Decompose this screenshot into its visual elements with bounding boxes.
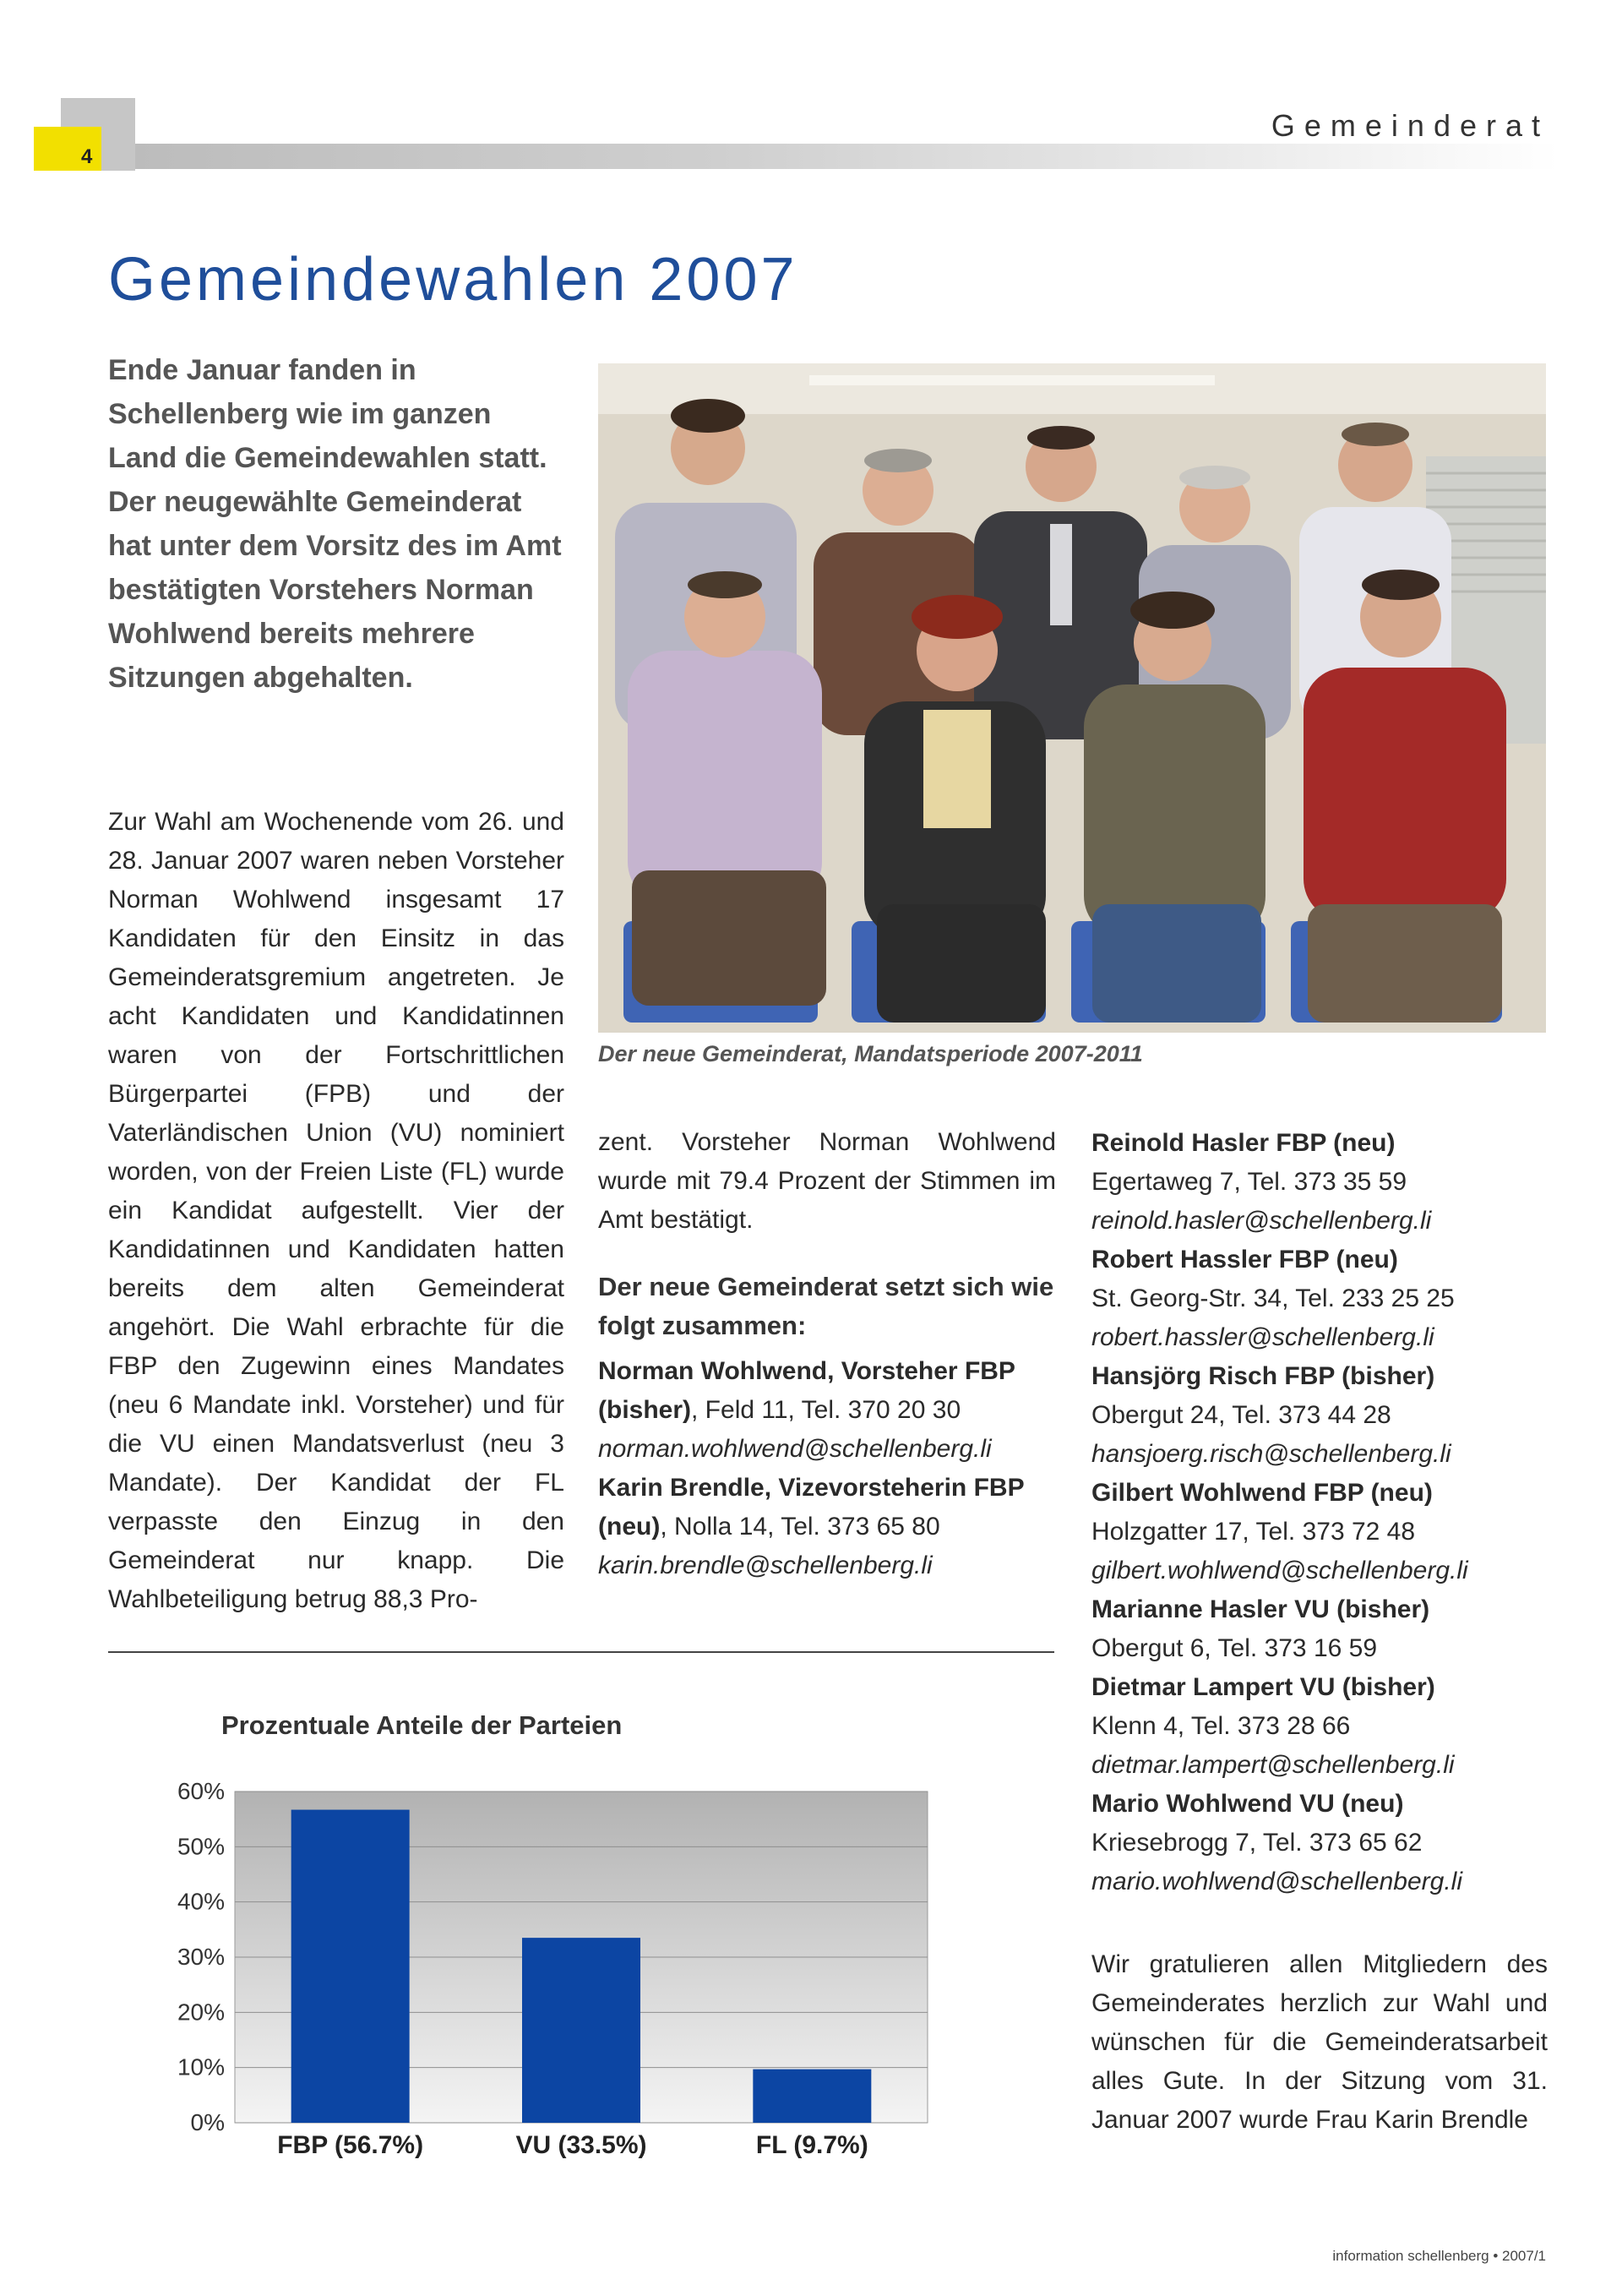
header-band xyxy=(34,144,1559,169)
member-address: , Feld 11, Tel. 370 20 30 xyxy=(691,1396,961,1424)
member-address: Kriesebrogg 7, Tel. 373 65 62 xyxy=(1091,1829,1423,1857)
member-email: gilbert.wohlwend@schellenberg.li xyxy=(1091,1557,1468,1584)
member-address: Obergut 24, Tel. 373 44 28 xyxy=(1091,1401,1391,1429)
member-name: Karin Brendle, Vizevorsteherin FBP xyxy=(598,1474,1025,1502)
y-tick-label: 60% xyxy=(177,1778,225,1804)
article-lead: Ende Januar fanden in Schellenberg wie im ganzen Land die Gemeindewahlen statt. Der neugewählte Gemeinderat hat unter dem Vorsitz des im Amt bestätigten Vorstehers Norman Wohlwend bereits mehrere Sitzungen abgehalten. xyxy=(108,354,562,694)
member-name: Mario Wohlwend VU (neu) xyxy=(1091,1790,1404,1818)
section-title: Gemeinderat xyxy=(1271,108,1549,143)
member-status: (bisher) xyxy=(598,1396,692,1424)
x-category-label: FL (9.7%) xyxy=(755,2131,868,2159)
group-photo xyxy=(598,363,1546,1033)
footer-text: information schellenberg • 2007/1 xyxy=(1332,2248,1546,2264)
member-address: Holzgatter 17, Tel. 373 72 48 xyxy=(1091,1518,1416,1546)
member-name: Gilbert Wohlwend FBP (neu) xyxy=(1091,1479,1433,1507)
body-column-1: Zur Wahl am Wochenende vom 26. und 28. Januar 2007 waren neben Vorsteher Norman Wohlwend insgesamt 17 Kandidaten für den Einsitz in das Gemeinderatsgremium angetreten. Je acht Kandidaten und Kandidatinnen waren von der Fortschrittlichen Bürgerpartei (FPB) und der Vaterländischen Union (VU) nominiert worden, von der Freien Liste (FL) wurde ein Kandidat aufgestellt. Vier der Kandidatinnen und Kandidaten hatten bereits dem alten Gemeinderat angehört. Die Wahl erbrachte für die FBP den Zugewinn eines Mandates (neu 6 Mandate inkl. Vorsteher) und für die VU einen Mandatsverlust (neu 3 Mandate). Der Kandidat der FL verpasste den Einzug in den Gemeinderat nur knapp. Die Wahlbeteiligung betrug 88,3 Pro- xyxy=(108,808,564,1613)
group-photo-illustration xyxy=(598,363,1546,1033)
page-number: 4 xyxy=(81,145,93,168)
chart-title: Prozentuale Anteile der Parteien xyxy=(221,1710,623,1740)
member-name: Norman Wohlwend, Vorsteher FBP xyxy=(598,1357,1015,1385)
x-category-label: VU (33.5%) xyxy=(515,2131,647,2159)
y-tick-label: 10% xyxy=(177,2053,225,2081)
party-share-chart xyxy=(108,1766,953,2189)
member-name: Robert Hassler FBP (neu) xyxy=(1091,1246,1398,1273)
body-column-2: zent. Vorsteher Norman Wohlwend wurde mit 79.4 Prozent der Stimmen im Amt bestätigt. xyxy=(598,1128,1056,1234)
member-name: Reinold Hasler FBP (neu) xyxy=(1091,1129,1396,1157)
members-list-b xyxy=(1091,1124,1565,1901)
member-email: norman.wohlwend@schellenberg.li xyxy=(598,1435,992,1463)
chart-divider xyxy=(108,1651,1054,1653)
member-address: , Nolla 14, Tel. 373 65 80 xyxy=(660,1513,940,1541)
y-tick-label: 50% xyxy=(177,1833,225,1860)
member-name: Dietmar Lampert VU (bisher) xyxy=(1091,1673,1435,1701)
photo-caption: Der neue Gemeinderat, Mandatsperiode 2007-2011 xyxy=(598,1041,1143,1066)
member-email: dietmar.lampert@schellenberg.li xyxy=(1091,1751,1455,1779)
member-email: robert.hassler@schellenberg.li xyxy=(1091,1323,1434,1351)
member-entry xyxy=(598,1474,1071,1585)
member-email: hansjoerg.risch@schellenberg.li xyxy=(1091,1440,1451,1468)
member-email: reinold.hasler@schellenberg.li xyxy=(1091,1207,1432,1235)
members-list-a xyxy=(598,1352,1071,1585)
y-tick-label: 0% xyxy=(190,2109,225,2135)
member-email: mario.wohlwend@schellenberg.li xyxy=(1091,1868,1462,1895)
members-heading: Der neue Gemeinderat setzt sich wie folgt zusammen: xyxy=(598,1272,1054,1340)
y-tick-label: 40% xyxy=(177,1888,225,1915)
member-name: Hansjörg Risch FBP (bisher) xyxy=(1091,1362,1435,1390)
member-address: Obergut 6, Tel. 373 16 59 xyxy=(1091,1634,1378,1662)
member-status: (neu) xyxy=(598,1513,661,1541)
x-category-label: FBP (56.7%) xyxy=(277,2131,424,2159)
y-tick-label: 30% xyxy=(177,1944,225,1970)
article-title: Gemeindewahlen 2007 xyxy=(108,246,798,314)
y-tick-label: 20% xyxy=(177,1999,225,2026)
bar-1 xyxy=(291,1810,410,2123)
closing-text: Wir gratulieren allen Mitgliedern des Gemeinderates herzlich zur Wahl und wünschen für die Gemeinderatsarbeit alles Gute. In der Sitzung vom 31. Januar 2007 wurde Frau Karin Brendle xyxy=(1091,1950,1548,2134)
member-name: Marianne Hasler VU (bisher) xyxy=(1091,1595,1430,1623)
bar-3 xyxy=(753,2070,871,2123)
member-entry xyxy=(598,1357,1071,1469)
member-address: Klenn 4, Tel. 373 28 66 xyxy=(1091,1712,1351,1740)
bar-2 xyxy=(522,1938,640,2123)
member-address: St. Georg-Str. 34, Tel. 233 25 25 xyxy=(1091,1284,1455,1312)
member-address: Egertaweg 7, Tel. 373 35 59 xyxy=(1091,1168,1407,1196)
member-email: karin.brendle@schellenberg.li xyxy=(598,1552,933,1579)
